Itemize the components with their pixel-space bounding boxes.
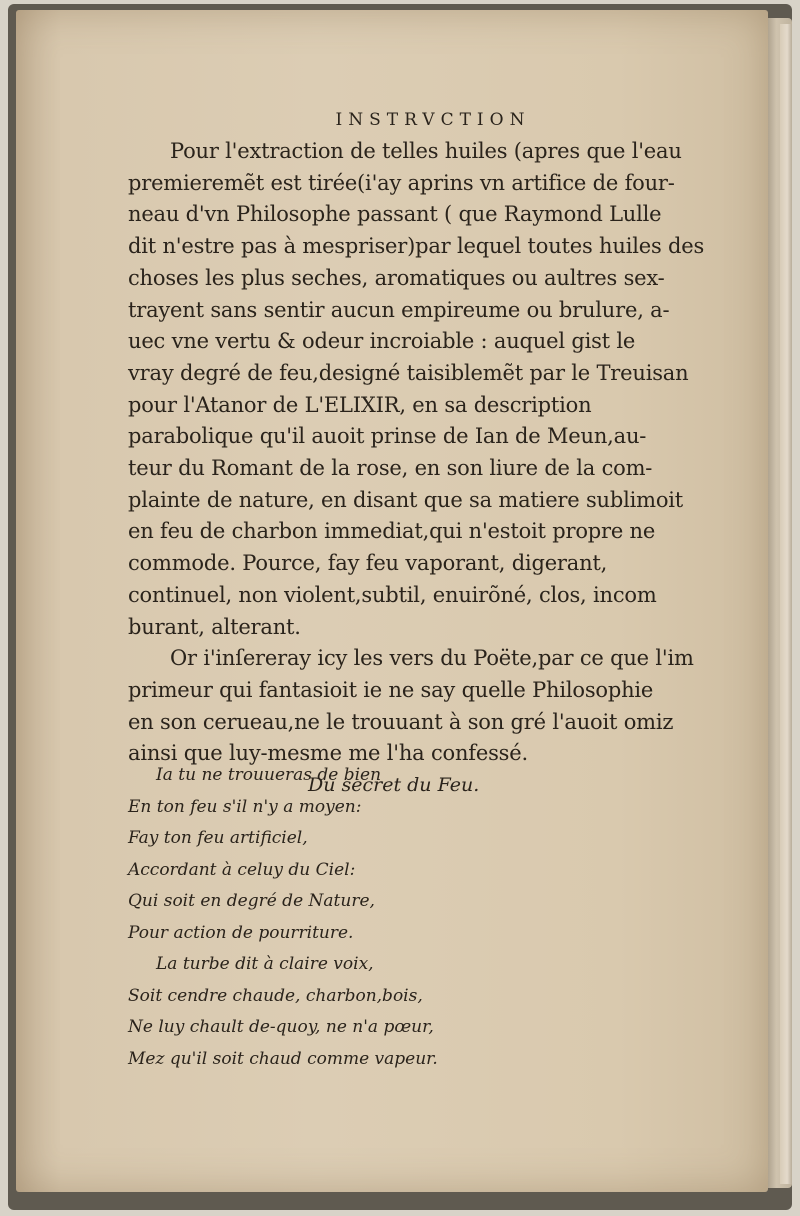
text-line: en son cerueau,ne le trouuant à son gré l'auoit omiz xyxy=(128,709,674,734)
verse-line: Ne luy chault de-quoy, ne n'a pœur, xyxy=(128,1017,434,1037)
text-line: Or i'inſereray icy les vers du Poëte,par ce que l'im xyxy=(170,646,694,671)
text-line: teur du Romant de la rose, en son liure de la com- xyxy=(128,456,653,481)
text-line: ainsi que luy-mesme me l'ha confessé. xyxy=(128,741,528,766)
text-line: trayent sans sentir aucun empireume ou brulure, a- xyxy=(128,297,670,322)
text-line: pour l'Atanor de L'ELIXIR, en sa description xyxy=(128,392,592,417)
text-line: commode. Pource, fay feu vaporant, digerant, xyxy=(128,551,608,576)
text-line: en feu de charbon immediat,qui n'estoit propre ne xyxy=(128,519,656,544)
verse-line: Ia tu ne trouueras de bien xyxy=(156,765,382,785)
verse-block xyxy=(128,760,438,1075)
verse-line: Fay ton feu artificiel, xyxy=(128,828,308,848)
verse-line: Accordant à celuy du Ciel: xyxy=(128,859,356,880)
verse-line: Soit cendre chaude, charbon,bois, xyxy=(128,985,423,1006)
text-line: continuel, non violent,subtil, enuirõné, clos, incom xyxy=(128,582,657,607)
text-line: primeur qui fantasioit ie ne say quelle Philosophie xyxy=(128,677,654,702)
verse-line: Qui soit en degré de Nature, xyxy=(128,891,375,911)
paragraph-1 xyxy=(128,136,708,643)
verse-line: La turbe dit à claire voix, xyxy=(156,954,374,974)
text-block xyxy=(128,108,708,801)
text-line: vray degré de feu,designé taisiblemẽt par le Treuisan xyxy=(128,360,689,385)
text-line: dit n'estre pas à mespriser)par lequel toutes huiles des xyxy=(128,234,705,259)
text-line: premieremẽt est tirée(i'ay aprins vn artifice de four- xyxy=(128,170,675,195)
paragraph-2 xyxy=(128,643,708,770)
text-line: plainte de nature, en disant que sa matiere sublimoit xyxy=(128,487,684,512)
text-line: choses les plus seches, aromatiques ou aultres sex- xyxy=(128,265,665,290)
text-line: neau d'vn Philosophe passant ( que Raymond Lulle xyxy=(128,202,662,227)
running-head: INSTRVCTION xyxy=(335,110,531,130)
text-line: uec vne vertu & odeur incroiable : auquel gist le xyxy=(128,329,636,354)
page-edges-outer xyxy=(780,24,792,1184)
text-line: parabolique qu'il auoit prinse de Ian de Meun,au- xyxy=(128,424,647,449)
verse-line: En ton feu s'il n'y a moyen: xyxy=(128,796,362,817)
verse-title: Du secret du Feu. xyxy=(308,774,480,797)
verse-line: Pour action de pourriture. xyxy=(128,922,354,943)
verse-line: Mez qu'il soit chaud comme vapeur. xyxy=(128,1048,438,1069)
text-line: Pour l'extraction de telles huiles (apres que l'eau xyxy=(170,139,682,163)
text-line: burant, alterant. xyxy=(128,614,301,639)
